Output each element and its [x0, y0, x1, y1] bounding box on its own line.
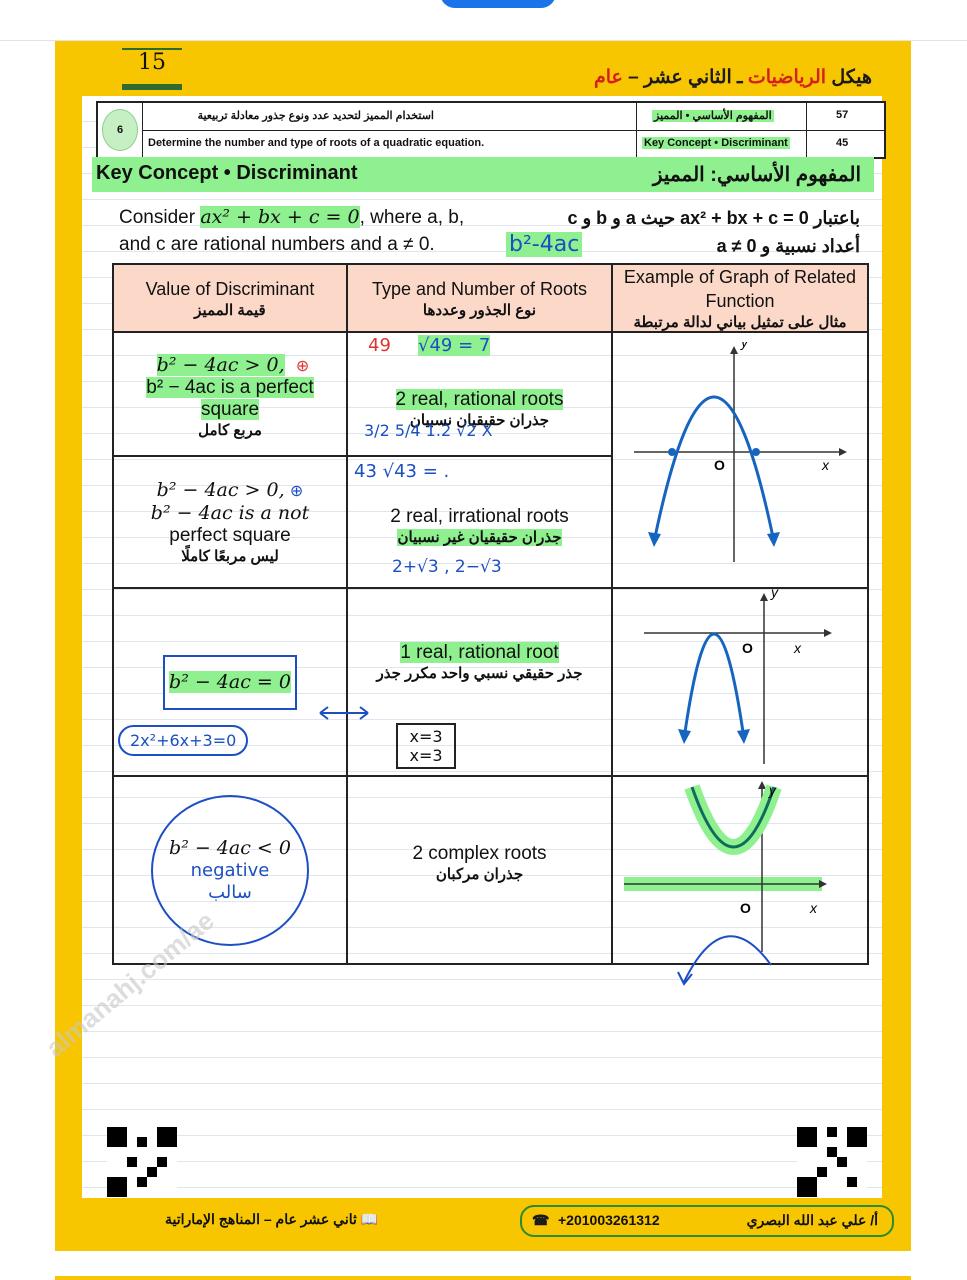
origin-label: O — [740, 900, 751, 916]
lesson-desc-en: Determine the number and type of roots of a quadratic equation. — [148, 137, 485, 149]
handwritten-opens-down-sketch — [676, 920, 786, 1000]
lesson-concept-en: Key Concept • Discriminant — [644, 137, 788, 149]
plus-sign: ⊕ — [289, 483, 304, 500]
y-label: y — [741, 342, 748, 350]
lesson-desc-ar: استخدام المميز لتحديد عدد ونوع جذور معادلة تربيعية — [197, 110, 434, 122]
app-top-bar — [0, 0, 967, 41]
consider-ar — [567, 204, 860, 260]
parabola-curve — [684, 634, 744, 739]
y-label: y — [769, 782, 776, 798]
note-circle: 49 — [368, 335, 391, 356]
header-title-part4: عام — [593, 67, 623, 88]
footer-phone: +201003261312 — [558, 1212, 660, 1228]
value-circle: b² − 4ac < 0 negative سالب — [151, 795, 309, 946]
handwritten-discriminant: b²-4ac — [506, 232, 582, 257]
header-title — [594, 66, 872, 89]
header-title-part2: الرياضيات — [747, 67, 827, 88]
double-arrow-icon — [316, 703, 372, 723]
consider-suffix: , where a, b, — [359, 207, 465, 228]
discriminant-table — [112, 263, 869, 965]
row1-value: b² − 4ac > 0, ⊕ b² − 4ac is a perfect square مربع كامل — [113, 332, 347, 456]
consider-ar-line2: أعداد نسبية و a ≠ 0 — [716, 236, 860, 256]
lesson-ref-1: 57 — [836, 109, 849, 121]
consider-equation: ax² + bx + c = 0 — [200, 206, 360, 228]
row4-roots: 2 complex roots جذران مركبان — [347, 776, 612, 964]
row2-value: b² − 4ac > 0, ⊕ b² − 4ac is a not perfect square ليس مربعًا كاملًا — [113, 456, 347, 588]
key-concept-title-en: Key Concept • Discriminant — [96, 162, 358, 184]
footer-author-box — [520, 1205, 894, 1237]
whatsapp-icon: ☎ — [532, 1212, 550, 1228]
consider-prefix: Consider — [119, 207, 201, 228]
table-header-row — [113, 264, 868, 332]
qr-code-left[interactable] — [107, 1127, 177, 1197]
qr-code-right[interactable] — [797, 1127, 867, 1197]
root-point — [752, 448, 760, 456]
graph-one-root — [612, 588, 868, 776]
consider-ar-line1: باعتبار ax² + bx + c = 0 حيث a و b و c — [567, 208, 860, 228]
origin-label: O — [742, 640, 753, 656]
row4-value — [113, 776, 347, 964]
note-sqrt43: 43 √43 = . — [354, 461, 450, 482]
graph-two-roots — [612, 332, 868, 588]
consider-line2: and c are rational numbers and a ≠ 0. — [119, 234, 435, 255]
row3-value — [113, 588, 347, 776]
header-title-part1: هيكل — [831, 67, 872, 88]
lesson-ref-2: 45 — [836, 137, 849, 149]
page-number: 15 — [138, 50, 166, 75]
x-label: x — [810, 900, 817, 916]
consider-en — [119, 204, 464, 258]
header-title-part3: ـ الثاني عشر – — [628, 67, 743, 88]
page-number-bar — [122, 84, 182, 90]
graph-down-parabola-two-roots — [614, 342, 866, 572]
bottom-strip — [55, 1276, 911, 1280]
header-value: Value of Discriminant قيمة المميز — [113, 264, 347, 332]
root-point — [668, 448, 676, 456]
y-label: y — [771, 589, 778, 600]
lesson-concept-ar: المفهوم الأساسي • المميز — [654, 110, 772, 122]
footer-left: 📖 ثاني عشر عام – المناهج الإماراتية — [165, 1211, 379, 1227]
row3-roots: 1 real, rational root جذر حقيقي نسبي واحد مكرر جذر x=3 x=3 — [347, 588, 612, 776]
x-label: x — [822, 457, 829, 473]
value-box: b² − 4ac = 0 — [163, 655, 297, 710]
origin-label: O — [714, 457, 725, 473]
graph-down-parabola-one-root — [614, 589, 866, 769]
book-icon: 📖 — [360, 1211, 379, 1227]
plus-sign: ⊕ — [295, 355, 310, 375]
note-irrational: 2+√3 , 2−√3 — [392, 557, 502, 577]
note-equation: 2x²+6x+3=0 — [118, 725, 248, 756]
row1-roots: 49 √49 = 7 2 real, rational roots جذران حقيقيان نسبيان 3/2 5/4 1.2 √2 X — [347, 332, 612, 456]
note-sqrt: √49 = 7 — [418, 335, 491, 356]
table-row — [113, 332, 868, 456]
key-concept-title-ar: المفهوم الأساسي: المميز — [652, 164, 861, 186]
header-graph: Example of Graph of Related Function مثال على تمثيل بياني لدالة مرتبطة — [612, 264, 868, 332]
lesson-info-table — [96, 101, 886, 159]
table-row — [113, 588, 868, 776]
row2-roots: 43 √43 = . 2 real, irrational roots جذران حقيقيان غير نسبيان 2+√3 , 2−√3 — [347, 456, 612, 588]
top-action-pill[interactable] — [440, 0, 556, 8]
lesson-number-badge: 6 — [102, 109, 138, 151]
divider — [142, 130, 884, 131]
note-roots: x=3 x=3 — [396, 723, 456, 769]
note-examples: 3/2 5/4 1.2 √2 X — [364, 421, 493, 440]
watermark-text: almanahj.com/ae — [40, 905, 220, 1063]
footer-author: أ/ علي عبد الله البصري — [746, 1212, 878, 1228]
x-label: x — [794, 640, 801, 656]
header-roots: Type and Number of Roots نوع الجذور وعددها — [347, 264, 612, 332]
